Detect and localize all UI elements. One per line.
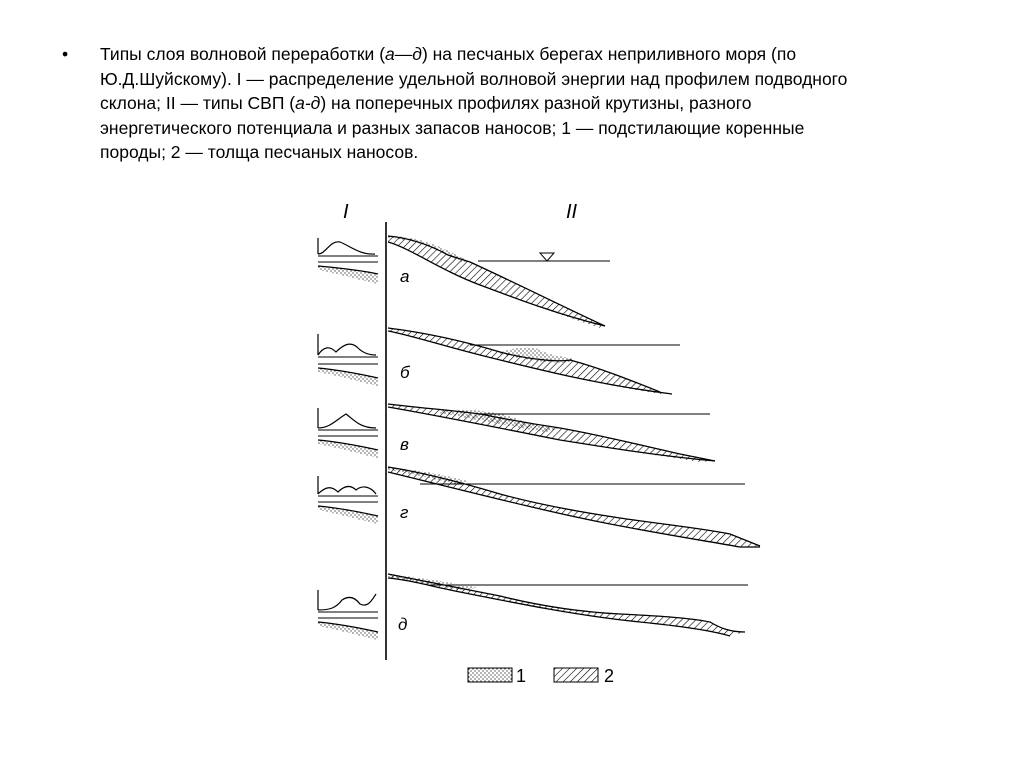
caption-line-2: Ю.Д.Шуйскому). I — распределение удельной волновой энергии над профилем подводного <box>100 68 848 89</box>
energy-curve-d <box>318 590 376 610</box>
sand-layer-a <box>388 236 605 328</box>
section-II-label: II <box>566 201 578 223</box>
profile-label-d: д <box>398 615 408 634</box>
profile-g <box>318 467 760 547</box>
legend-swatch-1 <box>468 668 512 682</box>
dots-d <box>388 574 480 590</box>
profile-label-b: б <box>400 363 410 382</box>
section-I-label: I <box>343 201 349 223</box>
profile-label-v: в <box>400 435 409 454</box>
profile-label-a: а <box>400 267 410 286</box>
legend <box>468 666 614 686</box>
profile-v <box>318 404 715 462</box>
caption-line-3: склона; II — типы СВП (а-д) на поперечных профилях разной крутизны, разного <box>100 93 752 113</box>
legend-label-2: 2 <box>604 666 615 686</box>
water-level-marker <box>540 253 554 261</box>
profile-a <box>318 236 610 328</box>
sand-layer-v <box>388 404 715 462</box>
profile-b <box>318 328 680 394</box>
sand-layer-b <box>388 328 672 394</box>
profile-d <box>318 574 748 640</box>
bullet: • <box>62 44 69 64</box>
caption-line-4: энергетического потенциала и разных запасов наносов; 1 — подстилающие коренные <box>100 117 805 138</box>
energy-curve-b <box>318 334 376 355</box>
caption-line-5: породы; 2 — толща песчаных наносов. <box>100 142 419 162</box>
energy-curve-v <box>318 408 376 428</box>
caption-line-1: Типы слоя волновой переработки (а—д) на песчаных берегах неприливного моря (по <box>100 44 797 64</box>
profile-label-g: г <box>400 503 409 522</box>
legend-label-1: 1 <box>516 666 527 686</box>
energy-curve-a <box>318 238 375 254</box>
energy-curve-g <box>318 476 376 494</box>
legend-swatch-2 <box>554 668 598 682</box>
